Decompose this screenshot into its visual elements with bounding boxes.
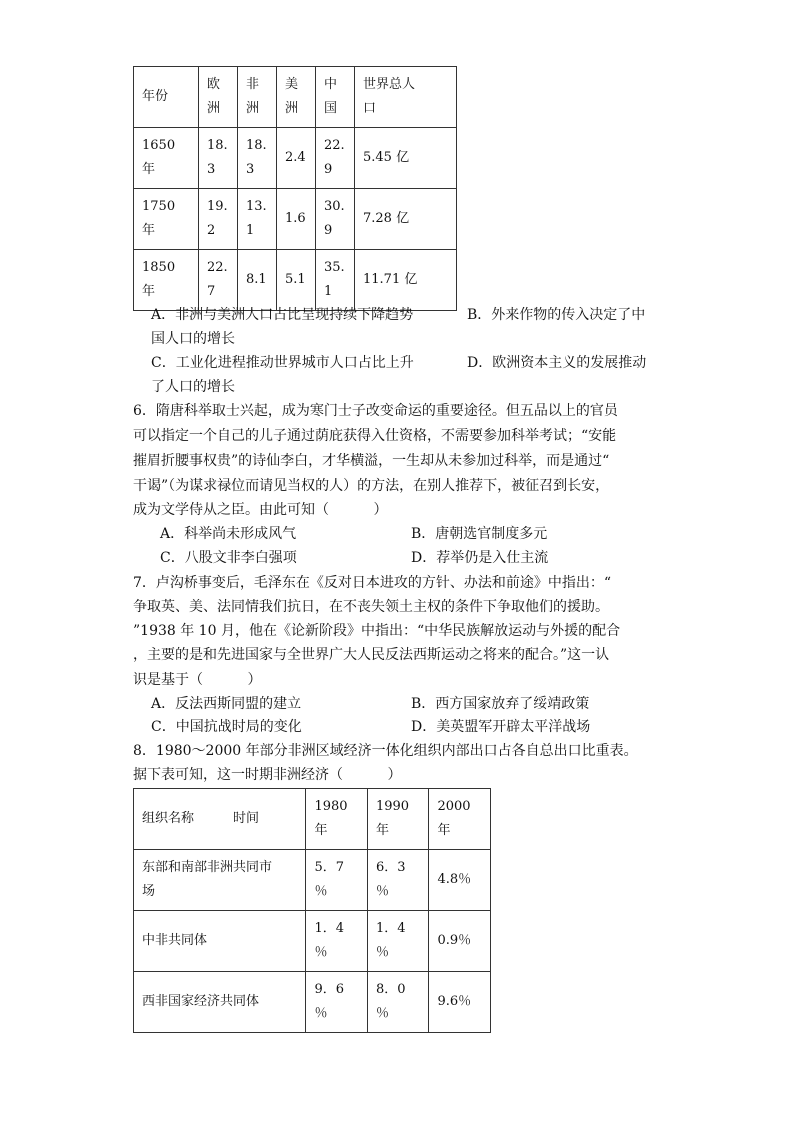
table-header-cell: 组织名称 时间 xyxy=(134,789,306,850)
table-header-cell: 2000 年 xyxy=(429,789,491,850)
table-cell: 1750 年 xyxy=(134,189,199,250)
table-cell: 19. 2 xyxy=(199,189,238,250)
q5-option-d: D．欧洲资本主义的发展推动 xyxy=(467,355,647,371)
table-cell: 9.6％ xyxy=(429,972,491,1033)
q6-line: 成为文学侍从之臣。由此可知（ ） xyxy=(133,502,388,518)
q5-option-a: A．非洲与美洲人口占比呈现持续下降趋势 xyxy=(151,307,414,323)
table-header-cell: 世界总人 口 xyxy=(355,67,457,128)
table-cell: 5.45 亿 xyxy=(355,128,457,189)
table-row xyxy=(134,850,491,911)
table-cell: 5．7 ％ xyxy=(306,850,368,911)
table-header-cell: 1990 年 xyxy=(367,789,429,850)
q6-line: 6．隋唐科举取士兴起，成为寒门士子改变命运的重要途径。但五品以上的官员 xyxy=(133,403,618,419)
table-cell: 9．6 ％ xyxy=(306,972,368,1033)
table-header-cell: 美 洲 xyxy=(277,67,316,128)
q6-option-b: B．唐朝选官制度多元 xyxy=(411,526,548,542)
table-header-cell: 中 国 xyxy=(316,67,355,128)
q5-option-b-cont: 国人口的增长 xyxy=(151,331,235,347)
table-cell: 2.4 xyxy=(277,128,316,189)
table-header-cell: 欧 洲 xyxy=(199,67,238,128)
table-cell: 8．0 ％ xyxy=(367,972,429,1033)
table-header-cell: 年份 xyxy=(134,67,199,128)
table-cell: 22. 7 xyxy=(199,250,238,311)
table-cell: 4.8％ xyxy=(429,850,491,911)
table-cell: 5.1 xyxy=(277,250,316,311)
table-cell: 8.1 xyxy=(238,250,277,311)
table-header-cell: 非 洲 xyxy=(238,67,277,128)
population-table xyxy=(133,66,457,311)
q7-line: ”1938 年 10 月，他在《论新阶段》中指出：“中华民族解放运动与外援的配合 xyxy=(133,623,621,639)
q8-line: 据下表可知，这一时期非洲经济（ ） xyxy=(133,767,402,783)
q7-line: ，主要的是和先进国家与全世界广大人民反法西斯运动之将来的配合。”这一认 xyxy=(133,647,610,663)
table-cell: 1．4 ％ xyxy=(306,911,368,972)
table-header-cell: 1980 年 xyxy=(306,789,368,850)
q6-option-c: C．八股文非李白强项 xyxy=(160,550,297,566)
q6-line: 摧眉折腰事权贵”的诗仙李白，才华横溢，一生却从未参加过科举，而是通过“ xyxy=(133,453,610,469)
table-cell: 1．4 ％ xyxy=(367,911,429,972)
table-cell: 7.28 亿 xyxy=(355,189,457,250)
table-row xyxy=(134,250,457,311)
q7-line: 争取英、美、法同情我们抗日，在不丧失领土主权的条件下争取他们的援助。 xyxy=(133,599,609,615)
table-cell: 1850 年 xyxy=(134,250,199,311)
table-cell: 30. 9 xyxy=(316,189,355,250)
q5-option-c: C．工业化进程推动世界城市人口占比上升 xyxy=(151,355,414,371)
table-cell: 中非共同体 xyxy=(134,911,306,972)
table-cell: 1650 年 xyxy=(134,128,199,189)
table-cell: 18. 3 xyxy=(238,128,277,189)
table-row xyxy=(134,911,491,972)
table-row xyxy=(134,189,457,250)
q7-option-a: A．反法西斯同盟的建立 xyxy=(151,696,302,712)
table-cell: 11.71 亿 xyxy=(355,250,457,311)
table-header-row xyxy=(134,67,457,128)
table-cell: 35. 1 xyxy=(316,250,355,311)
q7-option-d: D．美英盟军开辟太平洋战场 xyxy=(411,719,591,735)
table-cell: 0.9％ xyxy=(429,911,491,972)
table-cell: 6．3 ％ xyxy=(367,850,429,911)
q6-line: 干谒”（为谋求禄位而请见当权的人）的方法，在别人推荐下，被征召到长安， xyxy=(133,478,610,494)
table-cell: 东部和南部非洲共同市 场 xyxy=(134,850,306,911)
table-row xyxy=(134,128,457,189)
q7-line: 7．卢沟桥事变后，毛泽东在《反对日本进攻的方针、办法和前途》中指出：“ xyxy=(133,575,612,591)
table-row xyxy=(134,972,491,1033)
trade-share-table xyxy=(133,788,491,1033)
q7-option-b: B．西方国家放弃了绥靖政策 xyxy=(411,696,590,712)
q5-option-d-cont: 了人口的增长 xyxy=(151,379,235,395)
q6-line: 可以指定一个自己的儿子通过荫庇获得入仕资格，不需要参加科举考试；“安能 xyxy=(133,428,617,444)
q6-option-a: A．科举尚未形成风气 xyxy=(160,526,297,542)
q7-option-c: C．中国抗战时局的变化 xyxy=(151,719,302,735)
q5-option-b: B．外来作物的传入决定了中 xyxy=(467,307,646,323)
q8-line: 8．1980～2000 年部分非洲区域经济一体化组织内部出口占各自总出口比重表。 xyxy=(133,743,638,759)
table-cell: 18. 3 xyxy=(199,128,238,189)
table-cell: 22. 9 xyxy=(316,128,355,189)
q7-line: 识是基于（ ） xyxy=(133,672,262,688)
table-cell: 13. 1 xyxy=(238,189,277,250)
table-cell: 西非国家经济共同体 xyxy=(134,972,306,1033)
table-header-row xyxy=(134,789,491,850)
table-cell: 1.6 xyxy=(277,189,316,250)
q6-option-d: D．荐举仍是入仕主流 xyxy=(411,550,549,566)
